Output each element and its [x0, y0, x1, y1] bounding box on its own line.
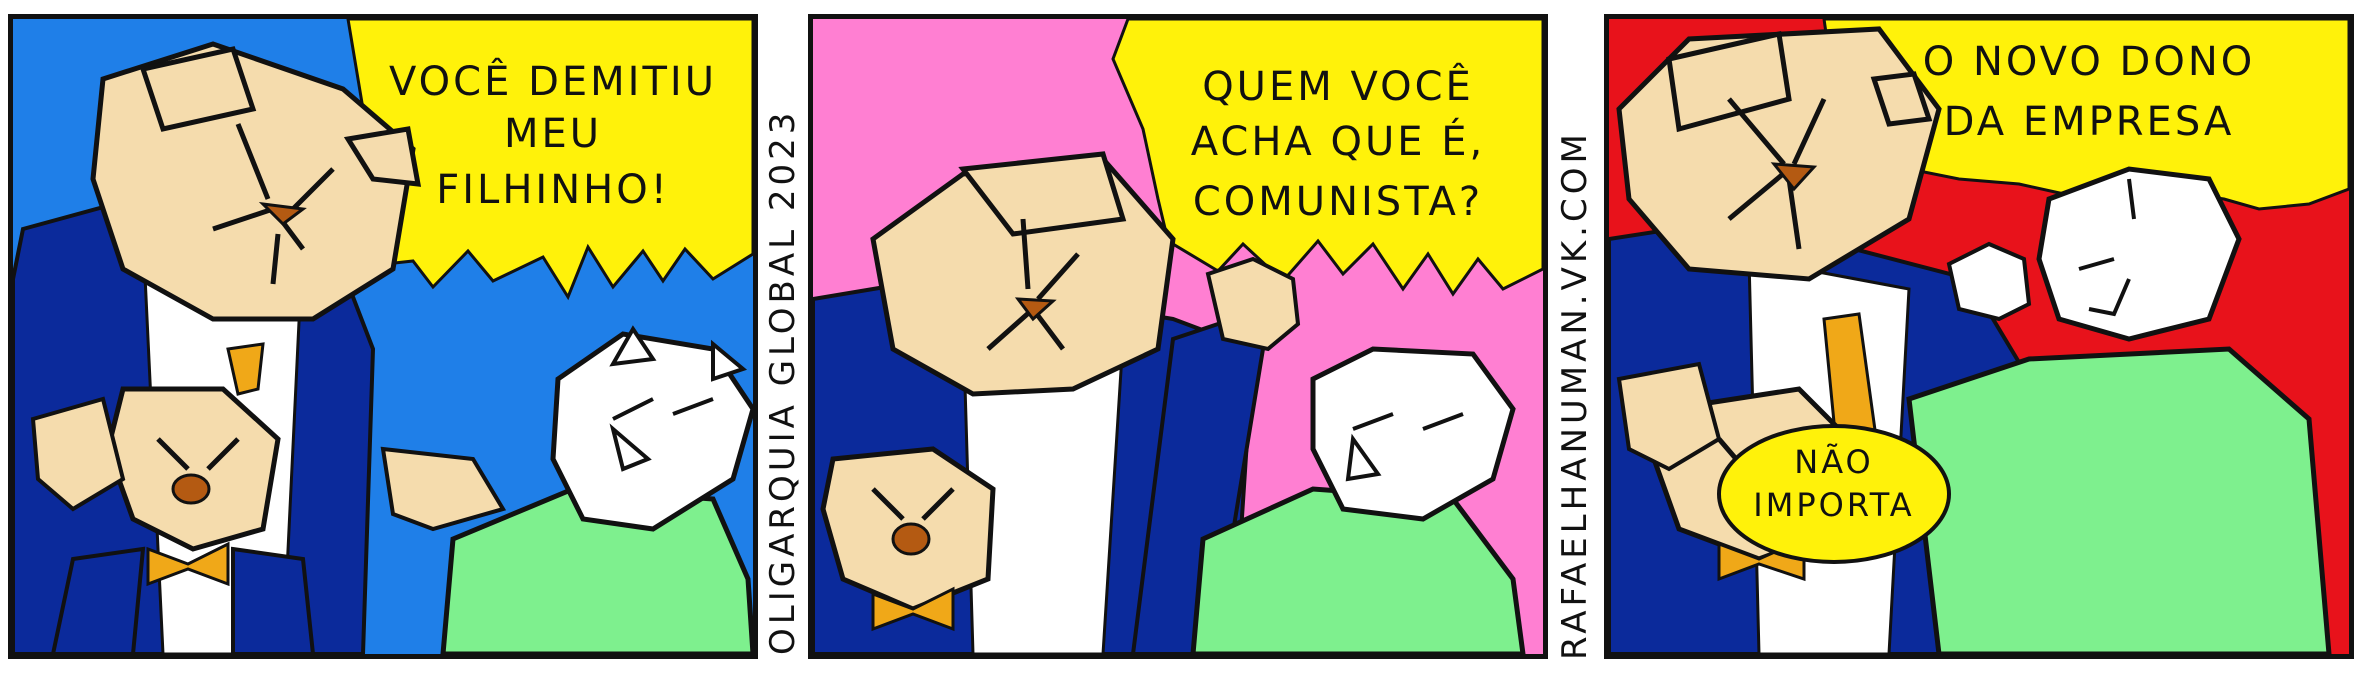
employee-shirt: [1909, 349, 2329, 654]
speech-text-line-1: O NOVO DONO: [1922, 39, 2256, 85]
speech-text-line-2: DA EMPRESA: [1943, 99, 2235, 145]
employee-head: [2039, 169, 2239, 339]
speech-text-line-2: ACHA QUE É,: [1190, 119, 1486, 165]
author-credit: RAFAELHANUMAN.VK.COM: [1555, 130, 1595, 660]
reply-text-line-2: IMPORTA: [1753, 486, 1915, 524]
comic-panel-2: [808, 14, 1548, 659]
speech-text-line-3: COMUNISTA?: [1192, 179, 1484, 225]
speech-text-line-3: FILHINHO!: [436, 167, 670, 213]
speech-text-line-1: QUEM VOCÊ: [1202, 64, 1474, 110]
comic-panel-3: [1604, 14, 2354, 659]
speech-text-line-2: MEU: [503, 111, 603, 157]
speech-text-line-1: VOCÊ DEMITIU: [389, 59, 717, 105]
comic-panel-1: [8, 14, 758, 659]
strip-title: OLIGARQUIA GLOBAL 2023: [763, 108, 803, 655]
reply-text-line-1: NÃO: [1794, 443, 1874, 481]
